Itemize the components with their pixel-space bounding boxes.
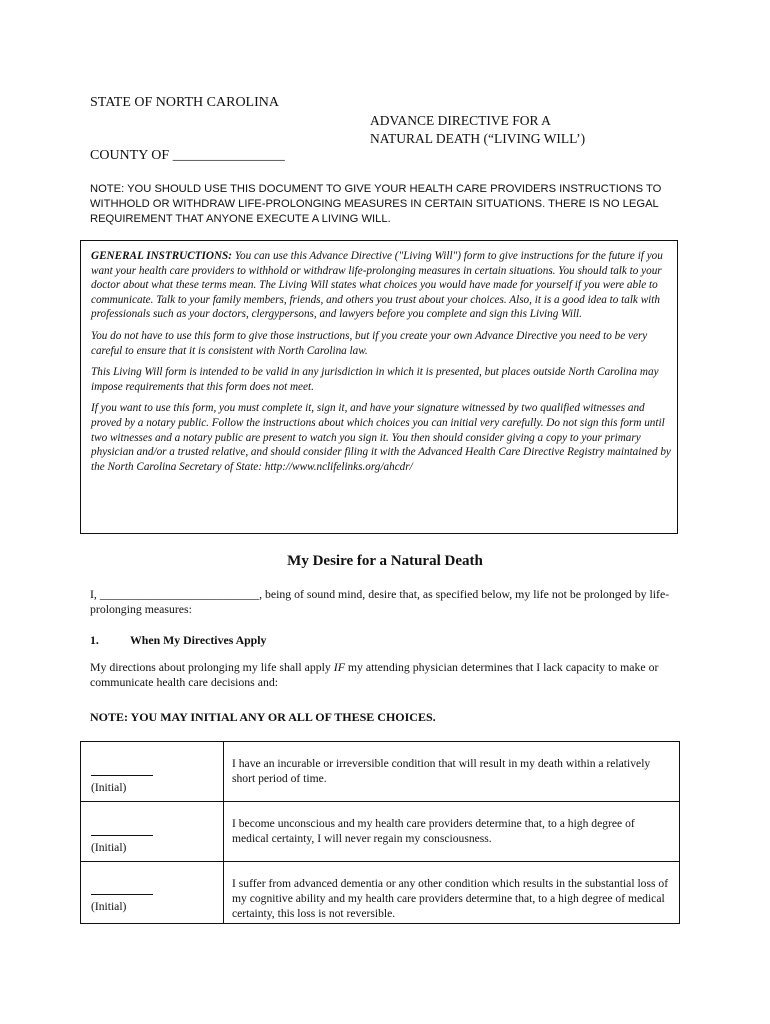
initial-label: (Initial) bbox=[91, 781, 127, 794]
document-title-line1: ADVANCE DIRECTIVE FOR A bbox=[370, 113, 551, 128]
section-1-text-if: IF bbox=[333, 660, 345, 674]
initial-line[interactable] bbox=[91, 835, 153, 836]
initial-line[interactable] bbox=[91, 894, 153, 895]
choice-row-1 bbox=[81, 742, 680, 802]
instructions-paragraph-1 bbox=[91, 249, 677, 322]
choice-text-3: I suffer from advanced dementia or any other condition which results in the substantial loss of my cognitive ability and my health care providers determine that, to a high degree of medical certainty, this loss is not reversible. bbox=[224, 862, 680, 924]
section-1-text-before: My directions about prolonging my life shall apply bbox=[90, 660, 334, 674]
instructions-paragraph-4: If you want to use this form, you must complete it, sign it, and have your signature witnessed by two qualified witnesses and proved by a notary public. Follow the instructions about which choices you can initial very carefully. Do not sign this form until two witnesses and a notary public are present to watch you sign it. You then should consider giving a copy to your primary physician and/or a trusted relative, and should consider filing it with the Advanced Health Care Directive Registry maintained by the North Carolina Secretary of State: http://www.nclifelinks.org/ahcdr/ bbox=[91, 402, 671, 473]
initial-cell-1[interactable] bbox=[81, 742, 224, 802]
initial-label: (Initial) bbox=[91, 841, 127, 854]
declaration-line: I, ___________________________, being of sound mind, desire that, as specified below, my life not be prolonged by life-prolonging measures: bbox=[90, 587, 670, 616]
initial-cell-3[interactable] bbox=[81, 862, 224, 924]
section-1-title: When My Directives Apply bbox=[130, 633, 267, 647]
choices-note: NOTE: YOU MAY INITIAL ANY OR ALL OF THESE CHOICES. bbox=[90, 710, 436, 724]
instructions-paragraph-3: This Living Will form is intended to be valid in any jurisdiction in which it is presented, but places outside North Carolina may impose requirements that this form does not meet. bbox=[91, 366, 659, 393]
document-title bbox=[370, 112, 585, 148]
initial-label: (Initial) bbox=[91, 900, 127, 913]
section-title: My Desire for a Natural Death bbox=[287, 553, 483, 569]
choices-table bbox=[80, 741, 680, 924]
section-1-number: 1. bbox=[90, 633, 99, 647]
initial-line[interactable] bbox=[91, 775, 153, 776]
section-1-heading bbox=[90, 633, 266, 648]
county-field: COUNTY OF ________________ bbox=[90, 148, 285, 163]
section-1-text-after: my attending physician determines that I lack capacity to make or communicate health care decisions and: bbox=[90, 660, 659, 689]
instructions-p1-text: You can use this Advance Directive ("Living Will") form to give instructions for the future if you want your health care providers to withhold or withdraw life-prolonging measures in certain situations. You should talk to your doctor about what these terms mean. The Living Will states what choices you would have made for yourself if you were able to communicate. Talk to your family members, friends, and others you trust about your choices. Also, it is a good idea to talk with professionals such as your doctors, clergypersons, and lawyers before you complete and sign this Living Will. bbox=[91, 250, 663, 321]
general-instructions-box bbox=[80, 240, 678, 534]
section-1-text bbox=[90, 660, 670, 690]
choice-row-2 bbox=[81, 802, 680, 862]
state-heading: STATE OF NORTH CAROLINA bbox=[90, 95, 279, 110]
choice-text-1: I have an incurable or irreversible condition that will result in my death within a relatively short period of time. bbox=[224, 742, 680, 802]
instructions-lead: GENERAL INSTRUCTIONS: bbox=[91, 250, 233, 262]
initial-cell-2[interactable] bbox=[81, 802, 224, 862]
document-title-line2: NATURAL DEATH (“LIVING WILL’) bbox=[370, 131, 586, 146]
choice-row-3 bbox=[81, 862, 680, 924]
choice-text-2: I become unconscious and my health care providers determine that, to a high degree of medical certainty, I will never regain my consciousness. bbox=[224, 802, 680, 862]
instructions-paragraph-2: You do not have to use this form to give those instructions, but if you create your own Advance Directive you need to be very careful to ensure that it is consistent with North Carolina law. bbox=[91, 329, 648, 357]
legal-notice: NOTE: YOU SHOULD USE THIS DOCUMENT TO GIVE YOUR HEALTH CARE PROVIDERS INSTRUCTIONS TO WITHHOLD OR WITHDRAW LIFE-PROLONGING MEASURES IN CERTAIN SITUATIONS. THERE IS NO LEGAL REQUIREMENT THAT ANYONE EXECUTE A LIVING WILL. bbox=[90, 183, 662, 225]
